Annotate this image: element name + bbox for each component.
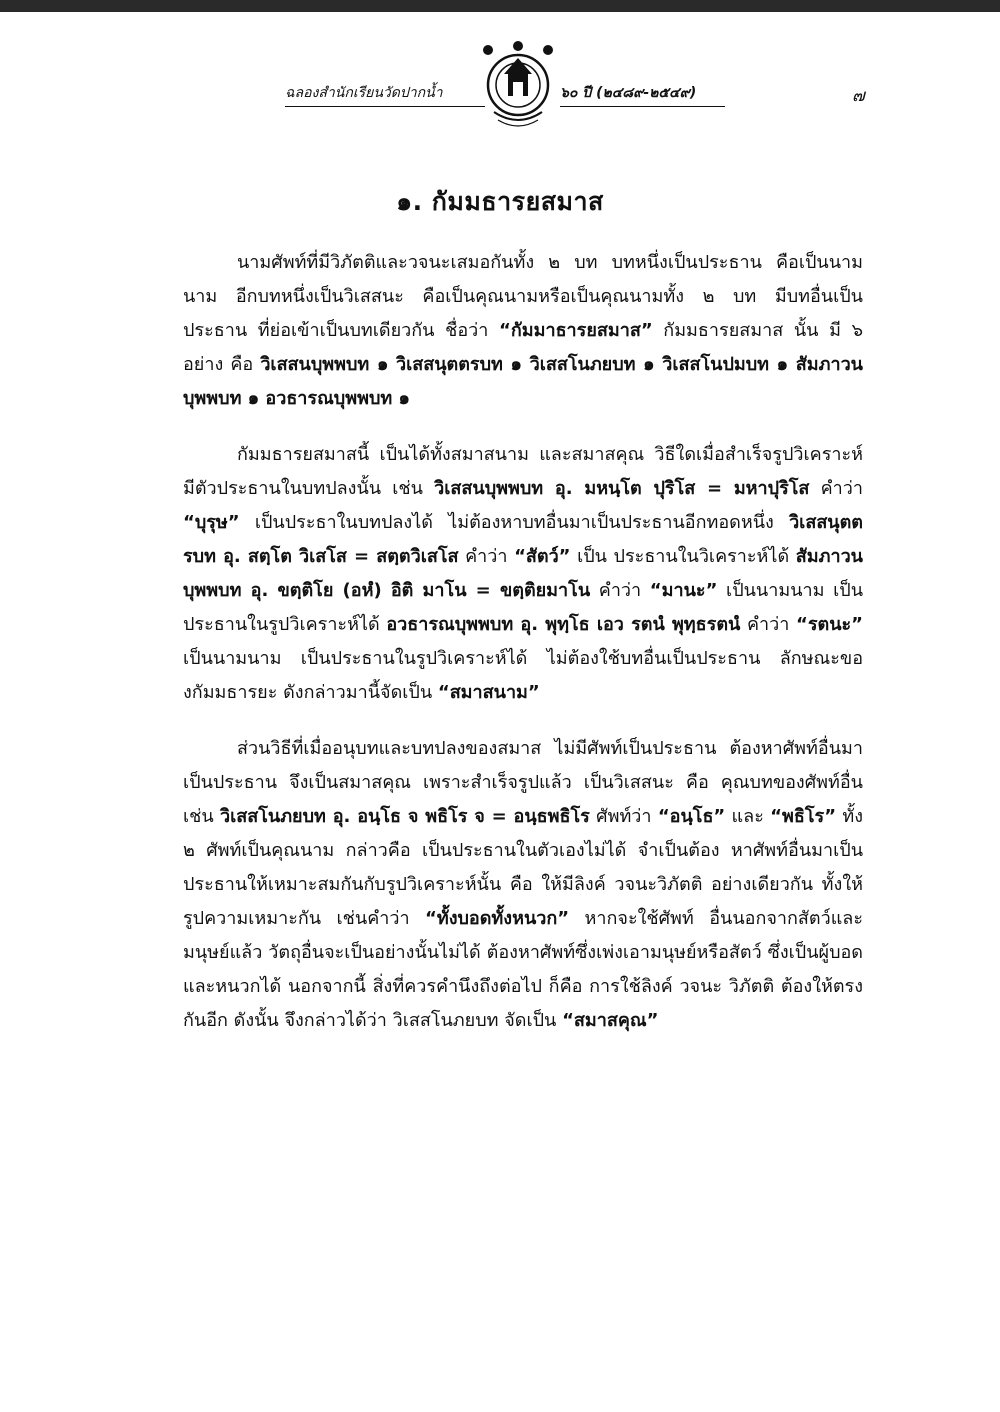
text-run: นามศัพท์ที่มีวิภัตติและวจนะเสมอกันทั้ง ๒ บท บทหนึ่งเป็นประธาน คือเป็นนามนาม อีกบทหนึ่งเป็นวิเสสนะ คือเป็นคุณนามหรือเป็นคุณนามทั้ง ๒ บท มีบทอื่นเป็นประธาน ที่ย่อเข้าเป็นบทเดียวกัน ชื่อว่า (183, 252, 863, 341)
text-run: “สมาสคุณ” (562, 1010, 659, 1031)
text-run: “พธิโร” (770, 806, 837, 827)
text-run: เป็นประธาในบทปลงได้ ไม่ต้องหาบทอื่นมาเป็นประธานอีกทอดหนึ่ง (239, 512, 790, 533)
paragraph-2 (183, 438, 863, 710)
text-run: ทั้ง ๒ ศัพท์เป็นคุณนาม กล่าวคือ เป็นประธานในตัวเองไม่ได้ จำเป็นต้อง หาศัพท์อื่นมาเป็นประธานให้เหมาะสมกันกับรูปวิเคราะห์นั้น คือ ให้มีลิงค์ วจนะวิภัตติ อย่างเดียวกัน ทั้งให้รูปความเหมาะกัน เช่นคำว่า (183, 806, 863, 929)
text-run: “กัมมาธารยสมาส” (499, 320, 653, 341)
text-run: เป็นนามนาม เป็นประธานในรูปวิเคราะห์ได้ ไม่ต้องใช้บทอื่นเป็นประธาน ลักษณะของกัมมธารยะ ดังกล่าวมานี้จัดเป็น (183, 648, 863, 703)
header-right-text: ๖๐ ปี (๒๔๘๙-๒๕๔๙) (560, 82, 725, 107)
text-run: กัมมธารยสมาสนี้ เป็นได้ทั้งสมาสนาม และสมาสคุณ วิธีใดเมื่อสำเร็จรูปวิเคราะห์ มีตัวประธานในบทปลงนั้น เช่น (183, 444, 863, 499)
body-text (183, 246, 863, 1038)
text-run: คำว่า (809, 478, 863, 499)
text-run: หากจะใช้ศัพท์ อื่นนอกจากสัตว์และมนุษย์แล้ว วัตถุอื่นจะเป็นอย่างนั้นไม่ได้ ต้องหาศัพท์ซึ่งเพ่งเอามนุษย์หรือสัตว์ ซึ่งเป็นผู้บอดและหนวกได้ นอกจากนี้ สิ่งที่ควรคำนึงถึงต่อไป ก็คือ การใช้ลิงค์ วจนะ วิภัตติ ต้องให้ตรงกันอีก ดังนั้น จึงกล่าวได้ว่า วิเสสโนภยบท จัดเป็น (183, 908, 863, 1031)
text-run: คำว่า (740, 614, 796, 635)
text-run: “สมาสนาม” (437, 682, 540, 703)
paragraph-3 (183, 732, 863, 1038)
scan-edge-strip (0, 0, 1000, 12)
text-run: อวธารณบุพพบท อุ. พุทฺโธ เอว รตนํ พุทฺธรตนํ (386, 614, 741, 635)
text-run: สัมภาวนบุพพบท อุ. ขตฺติโย (อหํ) อิติ มาโน = ขตฺติยมาโน (183, 546, 863, 601)
text-run: “รตนะ” (796, 614, 863, 635)
text-run: ส่วนวิธีที่เมื่ออนุบทและบทปลงของสมาส ไม่มีศัพท์เป็นประธาน ต้องหาศัพท์อื่นมาเป็นประธาน จึงเป็นสมาสคุณ เพราะสำเร็จรูปแล้ว เป็นวิเสสนะ คือ คุณบทของศัพท์อื่น เช่น (183, 738, 863, 827)
paragraph-1 (183, 246, 863, 416)
text-run: วิเสสนุตตรบท อุ. สตฺโต วิเสโส = สตฺตวิเสโส (183, 512, 863, 567)
text-run: ศัพท์ว่า (589, 806, 658, 827)
temple-seal-emblem-icon (478, 40, 558, 130)
running-header (0, 40, 1000, 130)
text-run: “ทั้งบอดทั้งหนวก” (425, 908, 570, 929)
text-run: วิเสสนบุพพบท ๑ วิเสสนุตตรบท ๑ วิเสสโนภยบท ๑ วิเสสโนปมบท ๑ สัมภาวนบุพพบท ๑ อวธารณบุพพบท ๑ (183, 354, 863, 409)
section-title: ๑. กัมมธารยสมาส (396, 187, 604, 216)
page-number: ๗ (852, 86, 865, 106)
text-run: “บุรุษ” (183, 512, 240, 533)
text-run: “มานะ” (649, 580, 718, 601)
text-run: เป็น ประธานในวิเคราะห์ได้ (570, 546, 796, 567)
text-run: เป็นนามนาม เป็นประธานในรูปวิเคราะห์ได้ (183, 580, 864, 635)
text-run: คำว่า (458, 546, 515, 567)
header-left-text: ฉลองสำนักเรียนวัดปากน้ำ (285, 82, 485, 107)
text-run: “สัตว์” (514, 546, 571, 567)
text-run: กัมมธารยสมาส นั้น มี ๖ อย่าง คือ (183, 320, 864, 375)
text-run: และ (725, 806, 771, 827)
text-run: วิเสสนบุพพบท อุ. มหนฺโต ปุริโส = มหาปุริโส (434, 478, 810, 499)
text-run: “อนฺโธ” (657, 806, 726, 827)
text-run: วิเสสโนภยบท อุ. อนฺโธ จ พธิโร จ = อนฺธพธิโร (219, 806, 590, 827)
text-run: คำว่า (590, 580, 650, 601)
